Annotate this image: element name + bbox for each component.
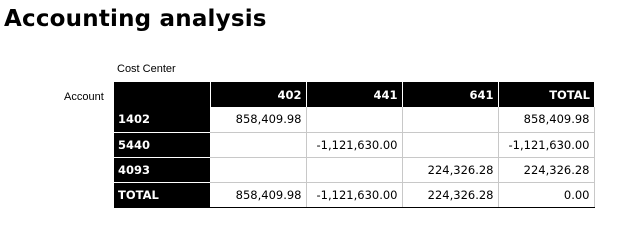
column-total-cell: 224,326.28 — [402, 182, 498, 207]
row-total-cell: 224,326.28 — [498, 157, 594, 182]
pivot-total-row — [114, 182, 594, 207]
page-title: Accounting analysis — [4, 6, 267, 32]
row-header-5440[interactable]: 5440 — [114, 132, 210, 157]
value-cell — [402, 107, 498, 132]
column-header-641[interactable]: 641 — [402, 82, 498, 107]
row-total-cell: -1,121,630.00 — [498, 132, 594, 157]
row-header-4093[interactable]: 4093 — [114, 157, 210, 182]
pivot-table — [114, 82, 595, 208]
pivot-corner-cell — [114, 82, 210, 107]
row-dimension-label: Account — [64, 91, 104, 103]
value-cell — [210, 132, 306, 157]
column-total-cell: -1,121,630.00 — [306, 182, 402, 207]
pivot-row — [114, 107, 594, 132]
column-dimension-label: Cost Center — [117, 63, 176, 75]
column-header-402[interactable]: 402 — [210, 82, 306, 107]
column-header-441[interactable]: 441 — [306, 82, 402, 107]
value-cell — [402, 132, 498, 157]
column-total-cell: 858,409.98 — [210, 182, 306, 207]
row-header-1402[interactable]: 1402 — [114, 107, 210, 132]
column-header-total[interactable]: TOTAL — [498, 82, 594, 107]
pivot-row — [114, 157, 594, 182]
value-cell: -1,121,630.00 — [306, 132, 402, 157]
value-cell: 858,409.98 — [210, 107, 306, 132]
value-cell: 224,326.28 — [402, 157, 498, 182]
pivot-row — [114, 132, 594, 157]
value-cell — [306, 107, 402, 132]
grand-total-cell: 0.00 — [498, 182, 594, 207]
pivot-header-row — [114, 82, 594, 107]
value-cell — [306, 157, 402, 182]
row-header-total[interactable]: TOTAL — [114, 182, 210, 207]
value-cell — [210, 157, 306, 182]
row-total-cell: 858,409.98 — [498, 107, 594, 132]
